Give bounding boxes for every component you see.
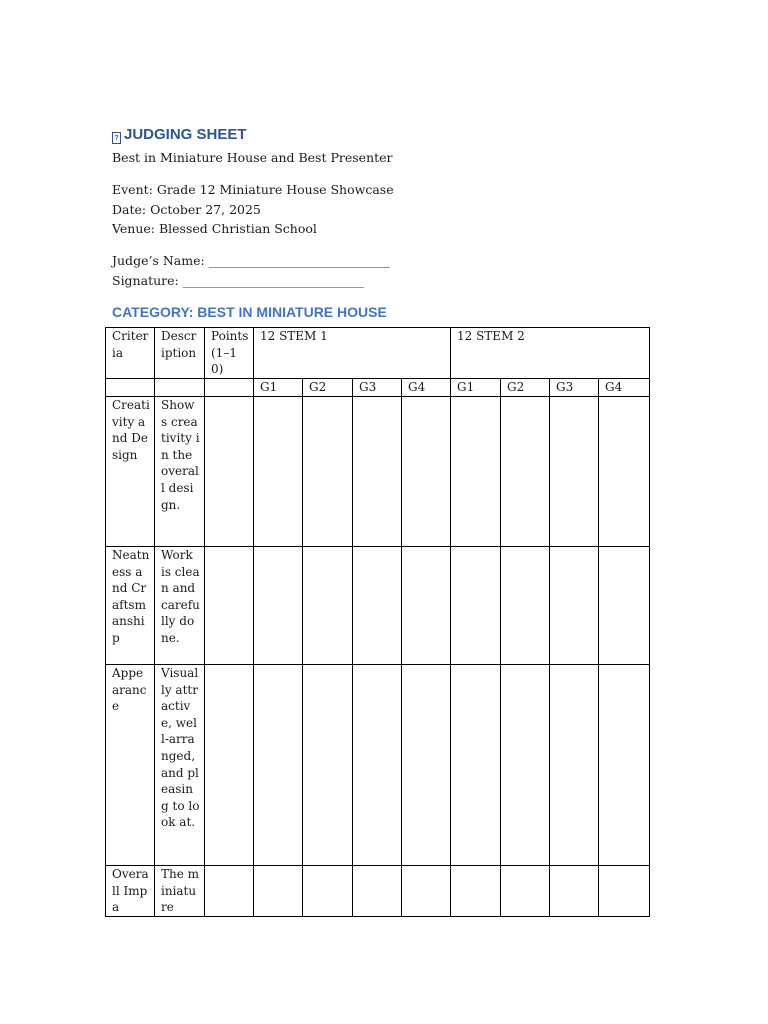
- title-text: JUDGING SHEET: [124, 126, 247, 143]
- table-row: [106, 866, 650, 917]
- score-cell[interactable]: [353, 547, 402, 665]
- score-cell[interactable]: [451, 547, 501, 665]
- table-row: [106, 665, 650, 866]
- group-header: G2: [501, 379, 550, 397]
- empty-cell: [106, 379, 155, 397]
- event-line: Event: Grade 12 Miniature House Showcase: [112, 182, 394, 197]
- criteria-cell: Neatness and Craftsmanship: [106, 547, 155, 665]
- description-cell: Shows creativity in the overall design.: [155, 397, 205, 547]
- document-title: [112, 126, 247, 144]
- score-cell[interactable]: [254, 547, 303, 665]
- header-row: [106, 328, 650, 379]
- score-cell[interactable]: [451, 397, 501, 547]
- section-header-12-stem-1: 12 STEM 1: [254, 328, 451, 379]
- empty-cell: [155, 379, 205, 397]
- group-header: G3: [353, 379, 402, 397]
- section-header-12-stem-2: 12 STEM 2: [451, 328, 650, 379]
- signature-field: Signature: _____________________________: [112, 273, 364, 288]
- group-header: G1: [254, 379, 303, 397]
- score-cell[interactable]: [599, 665, 650, 866]
- score-cell[interactable]: [599, 547, 650, 665]
- judging-table: [105, 327, 650, 917]
- clipboard-icon: ?: [112, 132, 121, 144]
- table-row: [106, 547, 650, 665]
- subtitle: Best in Miniature House and Best Presenter: [112, 150, 393, 165]
- score-cell[interactable]: [402, 547, 451, 665]
- score-cell[interactable]: [501, 866, 550, 917]
- score-cell[interactable]: [550, 397, 599, 547]
- score-cell[interactable]: [451, 866, 501, 917]
- score-cell[interactable]: [599, 397, 650, 547]
- score-cell[interactable]: [501, 397, 550, 547]
- criteria-header: Criteria: [106, 328, 155, 379]
- points-cell[interactable]: [205, 665, 254, 866]
- date-line: Date: October 27, 2025: [112, 202, 261, 217]
- group-header: G3: [550, 379, 599, 397]
- table-row: [106, 397, 650, 547]
- score-cell[interactable]: [501, 547, 550, 665]
- criteria-cell: Overall Impa: [106, 866, 155, 917]
- group-header: G2: [303, 379, 353, 397]
- score-cell[interactable]: [303, 866, 353, 917]
- points-cell[interactable]: [205, 397, 254, 547]
- group-header: G4: [599, 379, 650, 397]
- score-cell[interactable]: [353, 866, 402, 917]
- score-cell[interactable]: [451, 665, 501, 866]
- score-cell[interactable]: [303, 397, 353, 547]
- score-cell[interactable]: [550, 547, 599, 665]
- description-cell: Visually attractive, well-arranged, and pleasing to look at.: [155, 665, 205, 866]
- empty-cell: [205, 379, 254, 397]
- score-cell[interactable]: [550, 665, 599, 866]
- description-header: Description: [155, 328, 205, 379]
- score-cell[interactable]: [303, 547, 353, 665]
- score-cell[interactable]: [501, 665, 550, 866]
- score-cell[interactable]: [353, 665, 402, 866]
- score-cell[interactable]: [353, 397, 402, 547]
- points-header: Points (1–10): [205, 328, 254, 379]
- score-cell[interactable]: [402, 665, 451, 866]
- criteria-cell: Creativity and Design: [106, 397, 155, 547]
- points-cell[interactable]: [205, 866, 254, 917]
- points-cell[interactable]: [205, 547, 254, 665]
- score-cell[interactable]: [599, 866, 650, 917]
- group-header: G4: [402, 379, 451, 397]
- score-cell[interactable]: [402, 866, 451, 917]
- group-header: G1: [451, 379, 501, 397]
- score-cell[interactable]: [550, 866, 599, 917]
- judge-name-field: Judge’s Name: _____________________________: [112, 253, 390, 268]
- score-cell[interactable]: [303, 665, 353, 866]
- description-cell: Work is clean and carefully done.: [155, 547, 205, 665]
- group-header-row: [106, 379, 650, 397]
- score-cell[interactable]: [402, 397, 451, 547]
- criteria-cell: Appearance: [106, 665, 155, 866]
- score-cell[interactable]: [254, 866, 303, 917]
- score-cell[interactable]: [254, 397, 303, 547]
- description-cell: The miniature: [155, 866, 205, 917]
- score-cell[interactable]: [254, 665, 303, 866]
- category-heading: CATEGORY: BEST IN MINIATURE HOUSE: [112, 304, 387, 320]
- venue-line: Venue: Blessed Christian School: [112, 221, 317, 236]
